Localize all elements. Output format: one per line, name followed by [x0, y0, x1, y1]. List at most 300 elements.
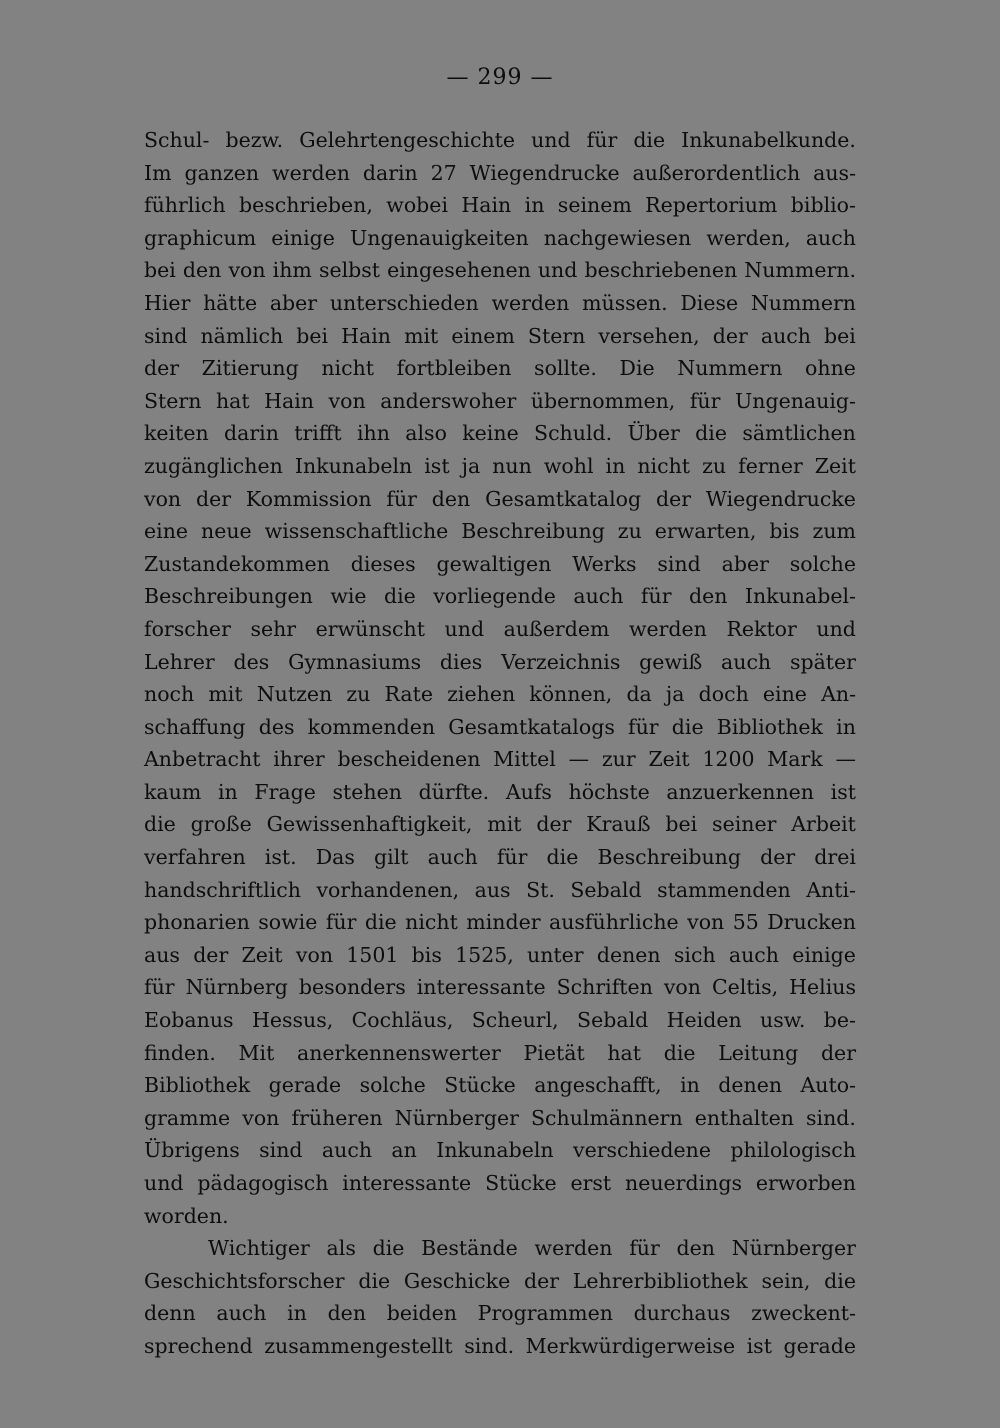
word: der [655, 486, 692, 511]
word: in [836, 714, 856, 739]
word: noch [144, 682, 195, 707]
word: und [537, 258, 578, 283]
text-line [144, 515, 856, 548]
word: usw. [760, 1008, 806, 1033]
word: Schulmännern [531, 1105, 683, 1130]
word: nicht [321, 356, 375, 381]
text-line [144, 1037, 856, 1070]
word: eine [762, 682, 807, 707]
word: Stern [144, 388, 202, 413]
word: nicht [637, 453, 691, 478]
word: Diese [680, 290, 739, 315]
word: St. [526, 877, 555, 902]
word: Nummern. [744, 258, 856, 283]
word: Gesamtkatalog [485, 486, 642, 511]
word: Inkunabeln [294, 453, 413, 478]
word: philologisch [730, 1138, 856, 1163]
word: beiden [386, 1301, 457, 1326]
word: zum [812, 519, 856, 544]
word: solche [359, 1073, 426, 1098]
text-line [144, 1330, 856, 1363]
word: nicht [405, 910, 458, 935]
text-line [144, 320, 856, 353]
word: Inkunabeln [436, 1138, 554, 1163]
word: Beschreibung [597, 845, 742, 870]
text-line [144, 287, 856, 320]
text-line [144, 157, 856, 190]
word: Frage [254, 779, 316, 804]
word: den [182, 258, 222, 283]
word: — [568, 747, 590, 772]
word: besonders [298, 975, 406, 1000]
word: Krauß [586, 812, 651, 837]
word: 55 [732, 910, 759, 935]
word: kommenden [307, 714, 436, 739]
word: für [689, 388, 721, 413]
word: schaffung [144, 714, 246, 739]
word: dürfte. [418, 779, 490, 804]
word: trifft [294, 421, 342, 446]
word: Nutzen [256, 682, 333, 707]
text-line [144, 385, 856, 418]
word: dies [439, 649, 483, 674]
word: auch [760, 323, 811, 348]
word: Drucken [767, 910, 856, 935]
word: bescheidenen [337, 747, 481, 772]
page-number: — 299 — [446, 65, 554, 90]
word: hat [607, 1040, 642, 1065]
word: der [193, 942, 229, 967]
word: sind. [806, 1105, 856, 1130]
word: einige [271, 225, 335, 250]
word: Schul- [144, 128, 210, 152]
word: höchste [568, 779, 650, 804]
word: der [536, 812, 572, 837]
word: des [258, 714, 295, 739]
word: wie [330, 584, 367, 609]
word: selbst [318, 258, 381, 283]
word: Bibliothek [716, 714, 823, 739]
word: 27 [430, 160, 457, 185]
word: sich [673, 942, 716, 967]
word: von [242, 1105, 280, 1130]
word: Hain [461, 193, 512, 218]
word: Hier [144, 290, 191, 315]
text-line [144, 939, 856, 972]
word: Repertorium [645, 193, 778, 218]
word: Stücke [444, 1073, 516, 1098]
word: zu [617, 519, 642, 544]
word: An- [821, 682, 856, 707]
word: finden. [144, 1040, 216, 1065]
word: die [695, 421, 727, 446]
text-line [144, 254, 856, 287]
word: werden [491, 290, 570, 315]
word: Cochläus, [351, 1008, 454, 1033]
word: Das [315, 845, 355, 870]
word: Zitierung [201, 356, 299, 381]
word: große [190, 812, 252, 837]
word: angeschafft, [534, 1073, 662, 1098]
word: Wichtiger [208, 1236, 310, 1261]
word: außerdem [503, 616, 610, 641]
text-line [144, 222, 856, 255]
word: führlich [144, 193, 226, 218]
word: und [144, 1171, 184, 1195]
word: worden. [144, 1203, 229, 1228]
word: für [386, 486, 417, 511]
word: der [144, 356, 180, 381]
word: gewaltigen [436, 551, 552, 576]
word: Gewissenhaftigkeit, [266, 812, 473, 837]
word: für [640, 584, 672, 609]
word: Stücke [485, 1171, 557, 1195]
word: erworben [755, 1171, 856, 1195]
word: für [629, 1236, 660, 1261]
word: in [680, 1073, 700, 1098]
text-line [144, 808, 856, 841]
word: beschrieben, [238, 193, 373, 218]
word: vorhandenen, [316, 877, 460, 902]
word: der [820, 1040, 856, 1065]
text-line [144, 613, 856, 646]
text-line [144, 1232, 856, 1265]
word: pädagogisch [197, 1171, 329, 1195]
word: früheren [291, 1105, 383, 1130]
word: bis [411, 942, 442, 967]
word: übernommen, [530, 388, 676, 413]
word: Schuld. [534, 421, 613, 446]
word: an [391, 1138, 417, 1163]
word: doch [698, 682, 749, 707]
word: beschriebenen [584, 258, 738, 283]
word: von [228, 258, 266, 283]
word: als [326, 1236, 356, 1261]
word: die [633, 128, 666, 152]
word: auch [805, 225, 856, 250]
word: bis [769, 519, 800, 544]
word: Zeit [648, 747, 690, 772]
word: ist [830, 779, 856, 804]
word: Geschichtsforscher [144, 1268, 345, 1293]
word: — [835, 747, 856, 772]
word: Scheurl, [471, 1008, 559, 1033]
word: zur [601, 747, 636, 772]
word: Die [619, 356, 655, 381]
body-text [144, 124, 856, 1363]
word: Werks [572, 551, 637, 576]
word: sehr [250, 616, 297, 641]
word: verfahren [144, 845, 246, 870]
word: ja [665, 682, 685, 707]
word: Aufs [505, 779, 552, 804]
word: mit [208, 682, 243, 707]
word: biblio- [790, 193, 856, 218]
word: auch [321, 1138, 373, 1163]
text-line [144, 1004, 856, 1037]
text-line [144, 352, 856, 385]
word: 1200 [702, 747, 755, 772]
word: aus- [813, 160, 856, 185]
text-line [144, 776, 856, 809]
word: gerade [783, 1333, 856, 1358]
word: ferner [738, 453, 803, 478]
word: also [405, 421, 447, 446]
word: auch [728, 942, 779, 967]
text-line [144, 1134, 856, 1167]
text-line [144, 874, 856, 907]
word: erwünscht [315, 616, 425, 641]
word: die [824, 1268, 856, 1293]
word: Stern [527, 323, 586, 348]
word: Nürnberger [731, 1236, 856, 1261]
word: Schriften [556, 975, 653, 1000]
word: wohl [543, 453, 594, 478]
word: Sebald [577, 1008, 649, 1033]
word: mit [487, 812, 522, 837]
word: ja [461, 453, 481, 478]
word: sind [657, 551, 701, 576]
word: der [760, 845, 796, 870]
word: aber [721, 551, 769, 576]
word: für [144, 975, 175, 1000]
word: eine [144, 519, 189, 544]
word: bezw. [225, 128, 284, 152]
word: später [789, 649, 856, 674]
word: unterschieden [329, 290, 479, 315]
word: aber [269, 290, 318, 315]
word: minder [466, 910, 541, 935]
word: forscher [144, 616, 231, 641]
word: ihm [272, 258, 312, 283]
text-line [144, 1069, 856, 1102]
word: Hessus, [251, 1008, 334, 1033]
word: von [687, 910, 725, 935]
word: denn [144, 1301, 196, 1326]
word: nun [492, 453, 532, 478]
word: anderswoher [380, 388, 517, 413]
word: Bibliothek [144, 1073, 251, 1098]
word: Zeit [241, 942, 283, 967]
word: die [358, 1268, 391, 1293]
word: die [364, 910, 397, 935]
word: in [605, 453, 626, 478]
word: Auto- [800, 1073, 856, 1098]
word: sind [144, 323, 188, 348]
word: phonarien [144, 910, 250, 935]
word: eingesehenen [387, 258, 531, 283]
word: Eobanus [144, 1008, 234, 1033]
word: ihn [356, 421, 390, 446]
word: denen [718, 1073, 783, 1098]
word: gewiß [639, 649, 703, 674]
word: Heiden [666, 1008, 742, 1033]
word: bei [144, 258, 176, 283]
word: den [327, 1301, 367, 1326]
word: hätte [203, 290, 258, 315]
word: da [626, 682, 652, 707]
text-line [144, 1102, 856, 1135]
word: auch [427, 845, 478, 870]
word: erst [570, 1171, 612, 1195]
word: vorliegende [433, 584, 556, 609]
word: einem [451, 323, 515, 348]
text-line [144, 1200, 856, 1233]
word: hat [215, 388, 250, 413]
word: Beschreibungen [144, 584, 313, 609]
word: einige [792, 942, 856, 967]
word: Sebald [570, 877, 642, 902]
word: 1501 [346, 942, 399, 967]
word: interessante [416, 975, 546, 1000]
word: stehen [332, 779, 402, 804]
word: Rektor [726, 616, 797, 641]
word: in [524, 193, 545, 218]
word: Leitung [718, 1040, 799, 1065]
word: Pietät [523, 1040, 585, 1065]
word: solche [789, 551, 856, 576]
word: ganzen [184, 160, 260, 185]
word: Inkunabelkunde. [681, 128, 856, 152]
word: anerkennenswerter [297, 1040, 501, 1065]
word: für [586, 128, 618, 152]
word: seiner [712, 812, 777, 837]
text-line [144, 189, 856, 222]
text-line [144, 841, 856, 874]
word: Nürnberger [394, 1105, 519, 1130]
word: Zustandekommen [144, 551, 330, 576]
word: die [144, 812, 176, 837]
word: Übrigens [144, 1138, 240, 1163]
word: Nummern [677, 356, 783, 381]
word: enthalten [694, 1105, 794, 1130]
word: be- [823, 1008, 856, 1033]
word: neue [201, 519, 252, 544]
word: Im [144, 160, 172, 185]
word: kaum [144, 779, 202, 804]
word: außerordentlich [632, 160, 801, 185]
word: den [431, 486, 471, 511]
word: Geschicke [403, 1268, 511, 1293]
text-line [144, 417, 856, 450]
word: Programmen [477, 1301, 613, 1326]
word: erwarten, [654, 519, 757, 544]
word: für [628, 714, 659, 739]
text-line [144, 743, 856, 776]
word: der [195, 486, 232, 511]
text-line [144, 483, 856, 516]
word: Verzeichnis [501, 649, 621, 674]
word: auch [573, 584, 624, 609]
word: zu [346, 682, 371, 707]
word: Bestände [421, 1236, 518, 1261]
word: für [496, 845, 528, 870]
word: darin [224, 421, 279, 446]
word: Inkunabel- [744, 584, 856, 609]
word: ist [746, 1333, 772, 1358]
word: seinem [557, 193, 632, 218]
text-line [144, 906, 856, 939]
word: Lehrer [144, 649, 215, 674]
word: die [663, 1040, 696, 1065]
word: Merkwürdigerweise [525, 1333, 736, 1358]
word: müssen. [582, 290, 668, 315]
word: und [816, 616, 856, 641]
word: keiten [144, 421, 209, 446]
word: zusammengestellt [264, 1333, 453, 1358]
word: der [712, 323, 748, 348]
word: ihrer [273, 747, 325, 772]
word: Gymnasiums [288, 649, 422, 674]
word: Arbeit [791, 812, 856, 837]
word: der [523, 1268, 560, 1293]
word: drei [814, 845, 856, 870]
word: aus [144, 942, 180, 967]
word: ist [424, 453, 450, 478]
word: Hain [341, 323, 391, 348]
word: Hain [264, 388, 315, 413]
word: in [217, 779, 238, 804]
word: wissenschaftliche [264, 519, 449, 544]
word: werden, [706, 225, 791, 250]
word: Anti- [806, 877, 856, 902]
word: Mittel [493, 747, 556, 772]
text-line [144, 548, 856, 581]
word: zu [702, 453, 727, 478]
word: von [663, 975, 701, 1000]
word: Celtis, [711, 975, 779, 1000]
text-line [144, 450, 856, 483]
word: sind. [464, 1333, 515, 1358]
word: Nummern [750, 290, 856, 315]
word: die [671, 714, 704, 739]
word: 1525, [455, 942, 514, 967]
text-line [144, 678, 856, 711]
word: Lehrerbibliothek [572, 1268, 748, 1293]
word: Wiegendrucke [705, 486, 856, 511]
word: Ungenauigkeiten [349, 225, 529, 250]
word: ist. [264, 845, 297, 870]
word: ziehen [447, 682, 516, 707]
word: neuerdings [625, 1171, 743, 1195]
word: darin [362, 160, 418, 185]
word: sind [259, 1138, 303, 1163]
text-line [144, 1297, 856, 1330]
word: bei [665, 812, 698, 837]
word: werden [628, 616, 707, 641]
word: Zeit [814, 453, 856, 478]
text-line [144, 971, 856, 1004]
text-line [144, 1265, 856, 1298]
text-line [144, 580, 856, 613]
text-line [144, 124, 856, 157]
word: stammenden [657, 877, 791, 902]
word: unter [527, 942, 584, 967]
text-line [144, 1167, 856, 1200]
word: aus [474, 877, 511, 902]
word: nämlich [200, 323, 284, 348]
word: Ungenauig- [734, 388, 856, 413]
word: bei [296, 323, 329, 348]
word: Anbetracht [144, 747, 261, 772]
word: keine [462, 421, 519, 446]
word: in [287, 1301, 307, 1326]
word: Rate [384, 682, 433, 707]
word: denen [596, 942, 661, 967]
word: gerade [268, 1073, 342, 1098]
text-line [144, 646, 856, 679]
word: anzuerkennen [666, 779, 814, 804]
